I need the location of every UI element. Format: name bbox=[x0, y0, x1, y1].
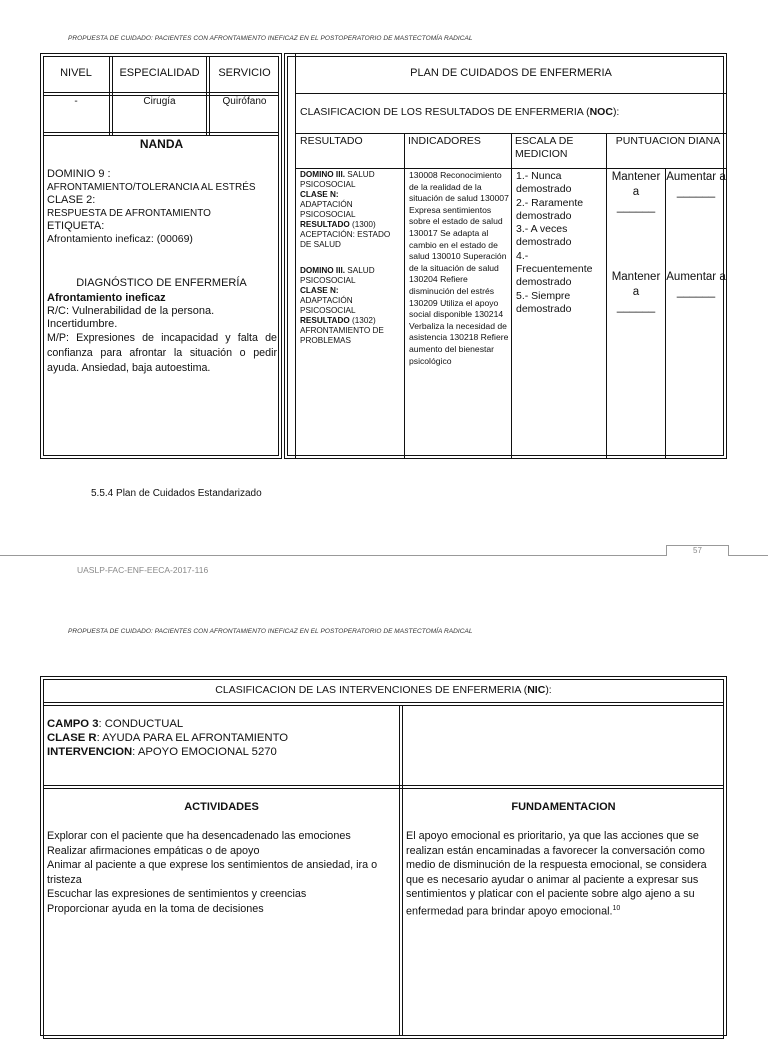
row-divider bbox=[295, 93, 727, 94]
clase-label: CLASE R bbox=[47, 732, 97, 744]
diana-mantener-1 bbox=[607, 170, 665, 215]
mantener-label: Mantener a bbox=[611, 271, 661, 298]
col-divider bbox=[206, 56, 207, 135]
col-divider bbox=[402, 705, 403, 1035]
dominio-text: SALUD PSICOSOCIAL bbox=[300, 266, 375, 285]
actividad-item: Proporcionar ayuda en la toma de decisiones bbox=[47, 902, 264, 915]
fundamentacion-body: El apoyo emocional es prioritario, ya que las acciones que se realizan están encaminadas a favorecer la conversación como medio de disminución de la respuesta emocional, se considera que es necesario ayudar o animar al paciente a expresar sus sentimientos y platicar con el paciente sobre algo ajeno a su enfermedad para brindar apoyo emocional. bbox=[406, 830, 707, 918]
nic-title-end: ): bbox=[545, 684, 552, 696]
clase-label: CLASE N: bbox=[300, 286, 339, 295]
escala-item: 3.- A veces demostrado bbox=[516, 223, 572, 249]
resultado-label: RESULTADO bbox=[300, 220, 350, 229]
clase-name: RESPUESTA DE AFRONTAMIENTO bbox=[47, 208, 211, 219]
row-divider bbox=[43, 785, 724, 786]
dominio-label: DOMINIO 9 : bbox=[47, 168, 111, 180]
fundamentacion-text bbox=[406, 829, 720, 919]
page-separator bbox=[729, 555, 768, 556]
col-divider bbox=[511, 133, 512, 459]
clase-label: CLASE 2: bbox=[47, 194, 96, 206]
col-escala: ESCALA DE MEDICION bbox=[515, 135, 574, 160]
col-divider bbox=[109, 56, 110, 135]
noc-title bbox=[300, 106, 720, 119]
document-footer: UASLP-FAC-ENF-EECA-2017-116 bbox=[77, 565, 209, 575]
left-table-inner-border bbox=[43, 56, 279, 456]
aumentar-label: Aumentar a bbox=[666, 171, 726, 183]
page-header: PROPUESTA DE CUIDADO: PACIENTES CON AFRONTAMIENTO INEFICAZ EN EL POSTOPERATORIO DE MASTECTOMÍA RADICAL bbox=[68, 35, 473, 42]
blank-line: ______ bbox=[616, 201, 656, 213]
noc-title-bold: NOC bbox=[589, 106, 613, 118]
clase-label: CLASE N: bbox=[300, 190, 339, 199]
campo-label: CAMPO 3 bbox=[47, 718, 99, 730]
row-divider bbox=[43, 132, 279, 133]
header-nivel: NIVEL bbox=[60, 67, 92, 79]
row-divider bbox=[43, 705, 724, 706]
header-servicio: SERVICIO bbox=[218, 67, 271, 79]
intervencion-text: : APOYO EMOCIONAL 5270 bbox=[132, 746, 277, 758]
intervention-info bbox=[47, 717, 392, 759]
aumentar-label: Aumentar a bbox=[666, 271, 726, 283]
page-header: PROPUESTA DE CUIDADO: PACIENTES CON AFRONTAMIENTO INEFICAZ EN EL POSTOPERATORIO DE MASTECTOMÍA RADICAL bbox=[68, 628, 473, 635]
blank-line: ______ bbox=[616, 301, 656, 313]
mantener-label: Mantener a bbox=[611, 171, 661, 198]
diagnostico-content bbox=[47, 292, 277, 376]
footnote-ref: 10 bbox=[612, 904, 621, 912]
campo-text: : CONDUCTUAL bbox=[98, 718, 184, 730]
header-especialidad: ESPECIALIDAD bbox=[119, 67, 200, 79]
related-to-2: Incertidumbre. bbox=[47, 318, 118, 330]
actividades-title: ACTIVIDADES bbox=[184, 801, 259, 813]
actividad-item: Explorar con el paciente que ha desencadenado las emociones bbox=[47, 830, 351, 842]
col-resultado: RESULTADO bbox=[300, 135, 363, 147]
actividades-list bbox=[47, 829, 395, 916]
escala-item: 4.- Frecuentemente demostrado bbox=[516, 249, 593, 289]
resultado-text: (1300) ACEPTACIÓN: ESTADO DE SALUD bbox=[300, 220, 391, 249]
blank-line: ______ bbox=[676, 286, 716, 298]
resultado-text: (1302) AFRONTAMIENTO DE PROBLEMAS bbox=[300, 316, 384, 345]
col-puntuacion: PUNTUACION DIANA bbox=[615, 135, 721, 147]
nic-title-text: CLASIFICACION DE LAS INTERVENCIONES DE ENFERMERIA ( bbox=[215, 684, 528, 696]
row-divider bbox=[43, 702, 724, 703]
indicadores-list: 130008 Reconocimiento de la realidad de la situación de salud 130007 Expresa sentimientos sobre el estado de salud 130017 Se adapta al cambio en el estado de salud 130010 Superación de la situación de salud 130204 Refiere disminución del estrés 130209 Utiliza el apoyo social disponible 130214 Verbaliza la necesidad de asistencia 130218 Refiere aumento del bienestar psicológico bbox=[409, 170, 509, 366]
row-divider bbox=[43, 788, 724, 789]
clase-text: ADAPTACIÓN PSICOSOCIAL bbox=[300, 200, 356, 219]
escala-item: 1.- Nunca demostrado bbox=[516, 170, 572, 196]
page-separator bbox=[0, 555, 666, 556]
actividad-item: Animar al paciente a que exprese los sentimientos de ansiedad, ira o tristeza bbox=[47, 859, 378, 886]
diana-aumentar-2 bbox=[666, 270, 726, 300]
page-number: 57 bbox=[693, 546, 702, 555]
diana-aumentar-1 bbox=[666, 170, 726, 200]
nic-title-bold: NIC bbox=[527, 684, 546, 696]
value-nivel: - bbox=[74, 96, 78, 107]
col-divider bbox=[665, 168, 666, 459]
escala-list bbox=[516, 170, 606, 316]
etiqueta-label: ETIQUETA: bbox=[47, 220, 105, 232]
escala-item: 2.- Raramente demostrado bbox=[516, 196, 584, 222]
intervencion-label: INTERVENCION bbox=[47, 746, 133, 758]
resultado-1302 bbox=[300, 266, 402, 346]
actividad-item: Escuchar las expresiones de sentimientos y creencias bbox=[47, 888, 307, 900]
value-especialidad: Cirugía bbox=[143, 96, 176, 107]
plan-title: PLAN DE CUIDADOS DE ENFERMERIA bbox=[410, 67, 612, 79]
manifested-by: M/P: Expresiones de incapacidad y falta de confianza para afrontar la situación o pedir ayuda. Ansiedad, baja autoestima. bbox=[47, 332, 277, 374]
row-divider bbox=[43, 135, 279, 136]
resultado-1300 bbox=[300, 170, 402, 250]
dominio-label: DOMINO III. bbox=[300, 266, 346, 275]
row-divider bbox=[43, 92, 279, 93]
dominio-label: DOMINO III. bbox=[300, 170, 346, 179]
diana-mantener-2 bbox=[607, 270, 665, 315]
dominio-text: SALUD PSICOSOCIAL bbox=[300, 170, 375, 189]
col-divider bbox=[399, 705, 400, 1035]
blank-line: ______ bbox=[676, 186, 716, 198]
fundamentacion-title: FUNDAMENTACION bbox=[511, 801, 616, 813]
noc-title-text: CLASIFICACION DE LOS RESULTADOS DE ENFERMERIA ( bbox=[300, 106, 590, 118]
section-label: 5.5.4 Plan de Cuidados Estandarizado bbox=[91, 488, 262, 499]
dominio-name: AFRONTAMIENTO/TOLERANCIA AL ESTRÉS bbox=[47, 182, 256, 193]
clase-text: ADAPTACIÓN PSICOSOCIAL bbox=[300, 296, 356, 315]
escala-item: 5.- Siempre demostrado bbox=[516, 289, 572, 315]
noc-title-end: ): bbox=[612, 106, 620, 118]
value-servicio: Quirófano bbox=[222, 96, 267, 107]
clase-text: : AYUDA PARA EL AFRONTAMIENTO bbox=[96, 732, 289, 744]
diagnostico-title: DIAGNÓSTICO DE ENFERMERÍA bbox=[76, 277, 247, 289]
etiqueta-value: Afrontamiento ineficaz: (00069) bbox=[47, 233, 193, 245]
actividad-item: Realizar afirmaciones empáticas o de apoyo bbox=[47, 844, 260, 857]
nanda-content bbox=[47, 168, 277, 246]
diagnostico-name: Afrontamiento ineficaz bbox=[47, 292, 166, 304]
col-divider bbox=[404, 133, 405, 459]
nanda-title: NANDA bbox=[139, 137, 184, 151]
col-indicadores: INDICADORES bbox=[408, 135, 481, 147]
nic-title bbox=[44, 684, 723, 696]
related-to: R/C: Vulnerabilidad de la persona. bbox=[47, 305, 215, 317]
resultado-label: RESULTADO bbox=[300, 316, 350, 325]
